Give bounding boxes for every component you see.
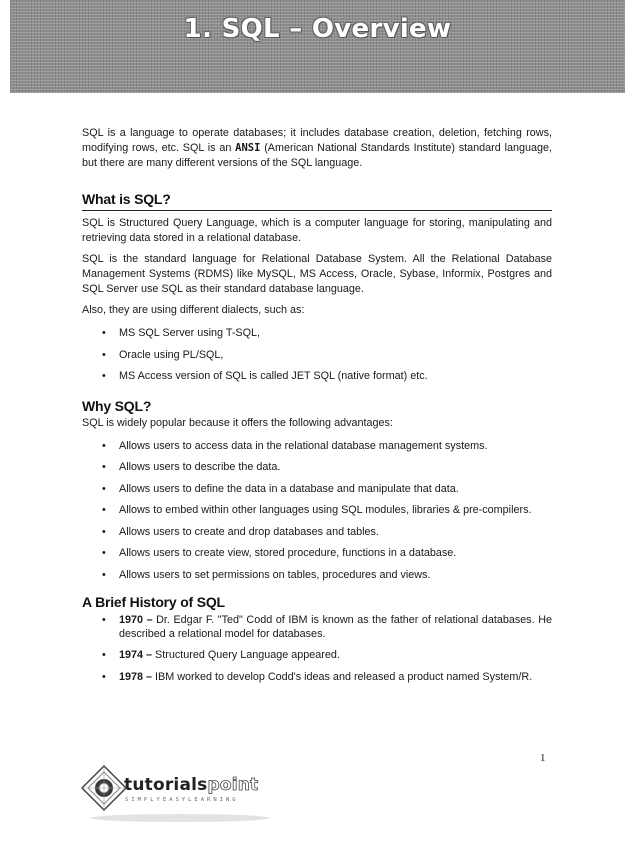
list-item bbox=[82, 547, 552, 561]
list-item-text: Oracle using PL/SQL, bbox=[119, 348, 224, 361]
bullet-icon: • bbox=[102, 439, 106, 452]
history-year: 1970 – bbox=[119, 614, 153, 626]
bullet-icon: • bbox=[102, 568, 106, 581]
history-text: Dr. Edgar F. "Ted" Codd of IBM is known as the father of relational databases. He described a relational model for databases. bbox=[119, 614, 552, 640]
list-item-text: MS Access version of SQL is called JET SQL (native format) etc. bbox=[119, 370, 428, 382]
page-content bbox=[82, 126, 552, 692]
list-item bbox=[82, 440, 552, 454]
history-text: Structured Query Language appeared. bbox=[152, 649, 340, 661]
heading-rule bbox=[82, 210, 552, 211]
bullet-icon: • bbox=[102, 670, 106, 683]
bullet-icon: • bbox=[102, 348, 106, 361]
list-item bbox=[82, 671, 552, 685]
tutorialspoint-logo bbox=[80, 763, 280, 825]
bullet-icon: • bbox=[102, 482, 106, 495]
page-number: 1 bbox=[540, 752, 546, 764]
bullet-icon: • bbox=[102, 525, 106, 538]
what-is-paragraph-3: Also, they are using different dialects, such as: bbox=[82, 304, 305, 316]
history-text: IBM worked to develop Codd's ideas and released a product named System/R. bbox=[152, 670, 533, 683]
history-year: 1974 – bbox=[119, 649, 153, 661]
intro-text-2: (American National Standards Institute) standard language, but there are many different versions of the SQL language. bbox=[82, 142, 552, 169]
why-intro: SQL is widely popular because it offers the following advantages: bbox=[82, 416, 393, 429]
chapter-title: 1. SQL – Overview bbox=[183, 14, 452, 44]
intro-paragraph bbox=[82, 126, 552, 171]
list-item bbox=[82, 461, 552, 475]
logo-word-second: point bbox=[207, 775, 259, 795]
list-item-text: Allows users to create and drop databases and tables. bbox=[119, 525, 379, 538]
bullet-icon: • bbox=[102, 547, 106, 559]
list-item bbox=[82, 349, 552, 363]
history-year: 1978 – bbox=[119, 670, 153, 683]
list-item-text: MS SQL Server using T-SQL, bbox=[119, 327, 261, 339]
logo-wordmark bbox=[124, 775, 258, 795]
list-item bbox=[82, 370, 552, 384]
list-item-text: Allows users to create view, stored procedure, functions in a database. bbox=[119, 547, 457, 559]
bullet-icon: • bbox=[102, 370, 106, 382]
heading-why-sql: Why SQL? bbox=[82, 397, 152, 414]
list-item-text: Allows users to describe the data. bbox=[119, 461, 281, 473]
list-item-text: Allows users to define the data in a database and manipulate that data. bbox=[119, 482, 459, 495]
what-is-paragraph-2: SQL is the standard language for Relational Database System. All the Relational Database Management Systems (RDMS) like MySQL, MS Access, Oracle, Sybase, Informix, Postgres and SQL Server use SQL as their standard database language. bbox=[82, 253, 552, 295]
bullet-icon: • bbox=[102, 461, 106, 473]
list-item-text: Allows users to access data in the relational database management systems. bbox=[119, 439, 488, 452]
chapter-banner bbox=[10, 0, 625, 93]
list-item bbox=[82, 614, 552, 641]
bullet-icon: • bbox=[102, 649, 106, 661]
advantages-list bbox=[82, 440, 552, 583]
ansi-term: ANSI bbox=[235, 142, 261, 154]
bullet-icon: • bbox=[102, 614, 106, 626]
list-item bbox=[82, 526, 552, 540]
bullet-icon: • bbox=[102, 504, 106, 516]
list-item bbox=[82, 569, 552, 583]
list-item-text: Allows to embed within other languages using SQL modules, libraries & pre-compilers. bbox=[119, 504, 532, 516]
heading-history: A Brief History of SQL bbox=[82, 594, 225, 610]
list-item bbox=[82, 649, 552, 663]
list-item bbox=[82, 327, 552, 341]
logo-tagline: SIMPLYEASYLEARNING bbox=[125, 797, 239, 803]
what-is-paragraph-1: SQL is Structured Query Language, which is a computer language for storing, manipulating and retrieving data stored in a relational database. bbox=[82, 217, 552, 244]
list-item bbox=[82, 504, 552, 518]
history-list bbox=[82, 614, 552, 684]
logo-word-first: tutorials bbox=[124, 775, 208, 795]
list-item-text: Allows users to set permissions on tables, procedures and views. bbox=[119, 568, 431, 581]
list-item bbox=[82, 483, 552, 497]
heading-what-is-sql: What is SQL? bbox=[82, 191, 171, 207]
intro-text-1: SQL is a language to operate databases; it includes database creation, deletion, fetching rows, modifying rows, etc. SQL is an bbox=[82, 127, 552, 154]
bullet-icon: • bbox=[102, 327, 106, 339]
dialects-list bbox=[82, 327, 552, 384]
